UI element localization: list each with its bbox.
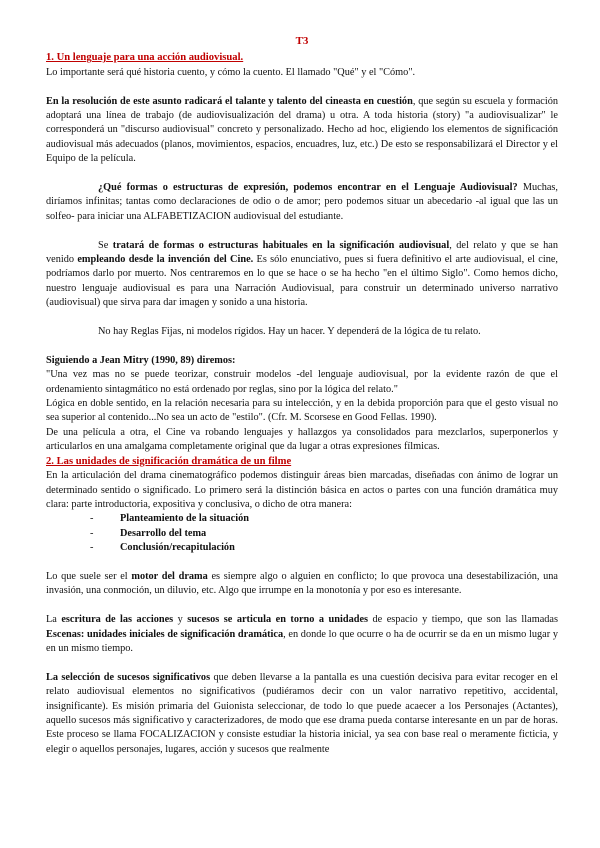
dash-marker: -	[90, 542, 94, 554]
list-item	[90, 512, 558, 526]
paragraph-seleccion-sucesos	[46, 671, 558, 757]
list-item-label: Conclusión/recapitulación	[120, 542, 235, 554]
bold-phrase: sucesos se articula en torno a unidades	[187, 614, 369, 626]
paragraph-articulacion: En la articulación del drama cinematográfico podemos distinguir áreas bien marcadas, diseñadas con ánimo de lograr un determinado sentido o significado. Lo primero será la distinción básica en actos o partes con una función dramática muy clara: parte introductoria, expositiva y conclusiva, o dicho de otra manera:	[46, 470, 558, 510]
paragraph-talante-talento	[46, 95, 558, 167]
mitry-heading: Siguiendo a Jean Mitry (1990, 89) diremos:	[46, 354, 236, 366]
text-run: es siempre algo o alguien en conflicto; lo que provoca una desestabilización, una invasión, una conmoción, un diluvio, etc. Algo que irrumpe en la monotonía y por eso es interesante.	[46, 570, 558, 597]
text-run: Lo que suele ser el	[46, 570, 132, 582]
section-1-heading: 1. Un lenguaje para una acción audiovisual.	[46, 52, 244, 64]
bold-phrase: Escenas: unidades iniciales de significación dramática	[46, 628, 284, 640]
paragraph-escritura-acciones	[46, 613, 558, 656]
mitry-quote: "Una vez mas no se puede teorizar, construir modelos -del lenguaje audiovisual, por la evidente razón de que el ordenamiento sintagmático no está ordenado por reglas, sino por la lógica del relato."	[46, 369, 558, 395]
bold-phrase: La selección de sucesos significativos	[46, 671, 211, 683]
text-run: , del relato y que se han venido	[46, 239, 558, 266]
text-run: Se	[98, 239, 113, 251]
text-run: , en donde lo que ocurre o ha de ocurrir se da en un mismo lugar y en un mismo tiempo.	[46, 628, 558, 654]
paragraph-que-y-como: Lo importante será qué historia cuento, y cómo la cuento. El llamado "Qué" y el "Cómo".	[46, 66, 416, 78]
text-run: Es sólo enunciativo, pues si fuera definitivo el arte audiovisual, el cine, podríamos darlo por muerto. Nos centraremos en lo que se hace o se ha hecho "en el último Siglo". Como hemos dicho, nuestro lenguaje audiovisual es para una Narración Audiovisual, para construir un determinado universo narrativo (audiovisual) que sirva para dar imagen y sonido a una historia.	[46, 254, 559, 309]
text-run: Muchas, diríamos infinitas; tantas como declaraciones de odio o de amor; pero podemos situar un abecedario -al igual que las un solfeo- para iniciar una ALFABETIZACION audiovisual del estudiante.	[46, 182, 559, 222]
bold-phrase: En la resolución de este asunto radicará el talante y talento del cineasta en cuestión	[46, 95, 413, 107]
paragraph-formas-expresion	[46, 181, 558, 224]
document-title: T3	[295, 35, 309, 47]
paragraph-pelicula: De una película a otra, el Cine va robando lenguajes y hallazgos ya consolidados para mezclarlos, superponerlos y articularlos en una amalgama completamente original que da lugar a otras expresiones fílmicas.	[46, 426, 558, 453]
dash-marker: -	[90, 527, 94, 539]
paragraph-no-reglas: No hay Reglas Fijas, ni modelos rígidos. Hay un hacer. Y dependerá de la lógica de tu relato.	[98, 326, 481, 338]
dash-marker: -	[90, 513, 94, 525]
dramatic-parts-list	[46, 512, 558, 555]
text-run: de espacio y tiempo, que son las llamadas	[368, 614, 559, 626]
paragraph-formas-habituales	[46, 239, 558, 311]
bold-phrase: empleando desde la invención del Cine.	[77, 254, 254, 266]
bold-phrase: tratará de formas o estructuras habituales en la significación audiovisual	[112, 239, 450, 251]
list-item-label: Planteamiento de la situación	[120, 513, 249, 525]
paragraph-motor-drama	[46, 570, 558, 599]
list-item	[90, 527, 558, 541]
section-2-heading: 2. Las unidades de significación dramática de un filme	[46, 455, 292, 467]
text-run: que deben llevarse a la pantalla es una cuestión decisiva para evitar recoger en el relato audiovisual elementos no significativos (pudiéramos decir con un valor narrativo repetitivo, accidental, insignificante). Es misión primaria del Guionista seleccionar, de todo lo que puede acaecer a los Personajes (Actantes), aquello sucesos más significativo y caracterizadores, de modo que ese drama pueda contarse interesante en un par de horas. Este proceso se llama FOCALIZACION y consiste estudiar la historia inicial, ya sea con base real o meramente ficticia, y elegir o aquellos personajes, lugares, acción y sucesos que realmente	[46, 671, 558, 755]
bold-phrase: motor del drama	[131, 570, 208, 582]
bold-phrase: ¿Qué formas o estructuras de expresión, podemos encontrar en el Lenguaje Audiovisual?	[98, 182, 518, 194]
text-run: , que según su escuela y formación adoptará una línea de trabajo (de audiovisualización del drama) u otra. A toda historia (story) "a audiovisualizar" le corresponderá un "discurso audiovisual" concreto y personalizado. Hecho ad hoc, eligiendo los elementos de significación audiovisual más adecuados (planos, movimientos, espacios, encuadres, luz, etc.) De esto se responsabilizará el Director y el Equipo de la película.	[46, 95, 559, 165]
list-item	[90, 541, 558, 555]
text-run: y	[173, 614, 188, 626]
list-item-label: Desarrollo del tema	[120, 527, 207, 539]
text-run: La	[46, 614, 62, 626]
paragraph-logica: Lógica en doble sentido, en la relación necesaria para su intelección, y en la debida proporción para que el gesto visual no sea superior al contenido...No sea un acto de "estilo". (Cfr. M. Scorsese en Good Fellas. 1990).	[46, 398, 558, 424]
bold-phrase: escritura de las acciones	[61, 614, 174, 626]
